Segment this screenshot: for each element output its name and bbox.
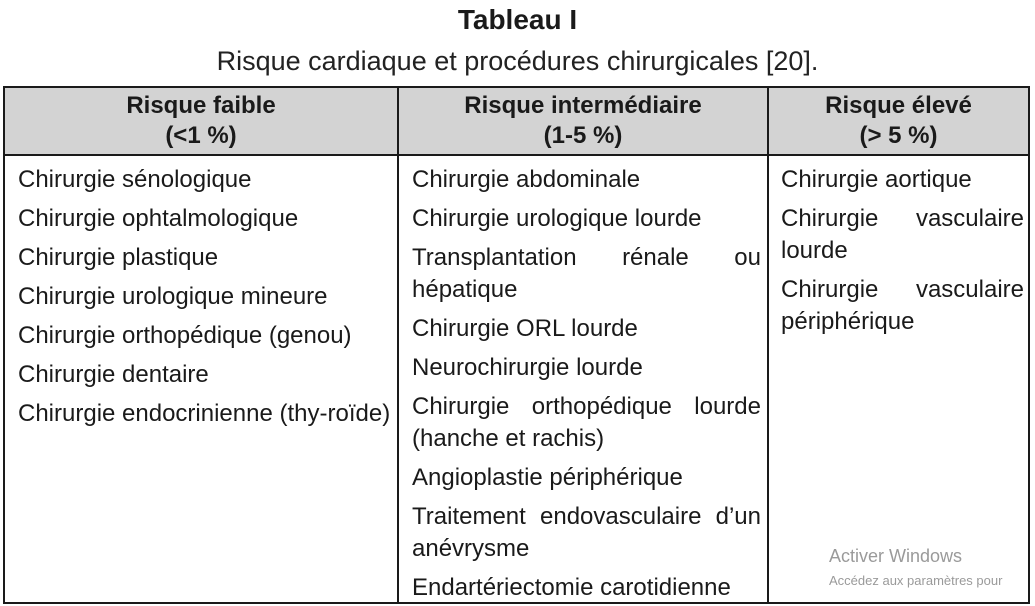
low-risk-column — [5, 156, 397, 602]
watermark-title: Activer Windows — [829, 546, 963, 566]
table-cell-item: Chirurgie ORL lourde — [412, 315, 638, 342]
table-cell-item: Chirurgie ophtalmologique — [18, 205, 299, 232]
table-cell-item: Chirurgie urologique mineure — [18, 283, 328, 310]
header-high-risk-label: Risque élevé — [825, 92, 972, 119]
header-intermediate-risk-label: Risque intermédiaire — [464, 92, 702, 119]
table-cell-item: Neurochirurgie lourde — [412, 354, 643, 381]
table-cell-item: Chirurgie urologique lourde — [412, 205, 702, 232]
risk-table — [3, 86, 1030, 604]
high-risk-column — [769, 156, 1028, 602]
table-cell-item: Traitement endovasculaire d’un anévrysme — [412, 503, 761, 562]
header-low-risk-label: Risque faible — [126, 92, 276, 119]
table-cell-item: Chirurgie orthopédique lourde (hanche et rachis) — [412, 393, 761, 452]
header-intermediate-risk-range: (1-5 %) — [543, 122, 623, 149]
table-cell-item: Chirurgie dentaire — [18, 361, 209, 388]
watermark-subtitle: Accédez aux paramètres pour — [829, 573, 1003, 588]
table-cell-item: Chirurgie sénologique — [18, 166, 252, 193]
header-high-risk-range: (> 5 %) — [859, 122, 938, 149]
table-cell-item: Chirurgie abdominale — [412, 166, 641, 193]
table-subtitle: Risque cardiaque et procédures chirurgicales [20]. — [216, 46, 819, 76]
table-cell-item: Chirurgie endocrinienne (thy-roïde) — [18, 400, 391, 427]
windows-activation-watermark — [829, 546, 1002, 588]
intermediate-risk-column — [399, 156, 767, 602]
table-cell-item: Chirurgie plastique — [18, 244, 219, 271]
header-high-risk — [769, 88, 1028, 156]
table-cell-item: Chirurgie orthopédique (genou) — [18, 322, 352, 349]
header-low-risk — [5, 88, 397, 156]
header-low-risk-range: (<1 %) — [165, 122, 237, 149]
table-cell-item: Transplantation rénale ou hépatique — [412, 244, 761, 303]
table-cell-item: Endartériectomie carotidienne — [412, 574, 731, 601]
table-cell-item: Angioplastie périphérique — [412, 464, 683, 491]
header-intermediate-risk — [399, 88, 767, 156]
table-title: Tableau I — [457, 4, 578, 35]
table-cell-item: Chirurgie vasculaire périphérique — [781, 276, 1024, 335]
table-cell-item: Chirurgie vasculaire lourde — [781, 205, 1024, 264]
table-cell-item: Chirurgie aortique — [781, 166, 972, 193]
